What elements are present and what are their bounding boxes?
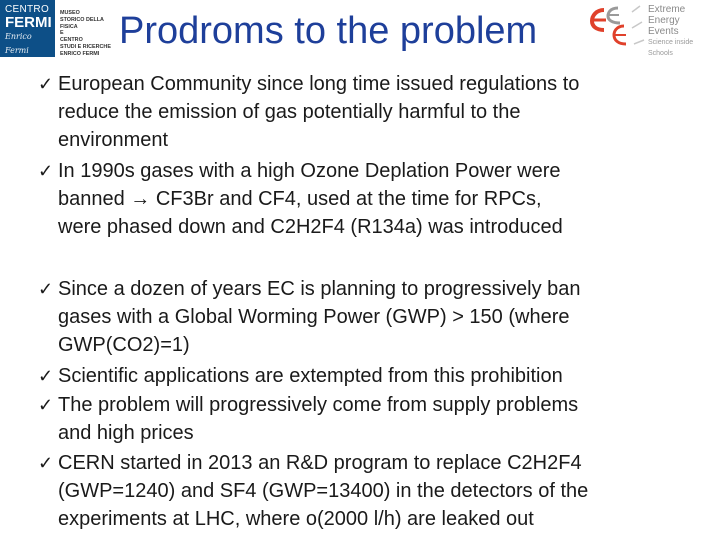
eee-line: Extreme (648, 4, 686, 15)
bullet-text (58, 362, 708, 390)
bullet-line: (GWP=1240) and SF4 (GWP=13400) in the detectors of the (58, 480, 589, 502)
bullet-text (58, 391, 708, 447)
bullet-line: and high prices (58, 422, 194, 444)
checkmark-icon: ✓ (38, 74, 54, 94)
bullet-line: experiments at LHC, where o(2000 l/h) are leaked out (58, 508, 534, 530)
museo-line: STORICO DELLA FISICA (60, 16, 104, 30)
slide-header (0, 0, 720, 62)
bullet-line: CERN started in 2013 an R&D program to replace C2H2F4 (58, 452, 582, 474)
bullet-line: Scientific applications are extempted from this prohibition (58, 365, 563, 387)
museo-line: MUSEO (60, 10, 80, 16)
bullet-text (58, 70, 708, 154)
checkmark-icon: ✓ (38, 453, 54, 473)
bullet-line: In 1990s gases with a high Ozone Deplation Power were (58, 160, 561, 182)
logo-fermi-text: FERMI (5, 14, 52, 31)
museo-line: ENRICO FERMI (60, 50, 100, 57)
checkmark-icon: ✓ (38, 366, 54, 386)
eee-logo-text (648, 4, 718, 59)
museo-text-block (60, 10, 118, 58)
checkmark-icon: ✓ (38, 395, 54, 415)
bullet-line: European Community since long time issued regulations to (58, 73, 580, 95)
bullet-text (58, 275, 708, 359)
bullet-line: reduce the emission of gas potentially harmful to the (58, 101, 521, 123)
bullet-text (58, 449, 708, 533)
logo-signature: Enrico Fermi (5, 32, 32, 55)
centro-fermi-logo (0, 0, 55, 57)
bullet-line: gases with a Global Worming Power (GWP) > 150 (where (58, 306, 570, 328)
bullet-line: Since a dozen of years EC is planning to progressively ban (58, 278, 581, 300)
bullet-text (58, 157, 708, 241)
bullet-line: were phased down and C2H2F4 (R134a) was introduced (58, 216, 563, 238)
logo-centro-text: CENTRO (5, 4, 50, 15)
eee-line: Events (648, 26, 679, 37)
eee-subline: Science inside Schools (648, 39, 694, 57)
bullet-line: The problem will progressively come from supply problems (58, 394, 579, 416)
bullet-line: banned → CF3Br and CF4, used at the time for RPCs, (58, 188, 542, 210)
checkmark-icon: ✓ (38, 161, 54, 181)
museo-line: STUDI E RICERCHE (60, 43, 111, 50)
slide-title: Prodroms to the problem (119, 10, 538, 52)
eee-line: Energy (648, 15, 680, 26)
museo-line: E (60, 30, 64, 37)
checkmark-icon: ✓ (38, 279, 54, 299)
bullet-line: environment (58, 129, 169, 151)
eee-logo (588, 4, 718, 57)
bullet-line: GWP(CO2)=1) (58, 334, 190, 356)
museo-line: CENTRO (60, 37, 83, 44)
eee-logo-icon (588, 4, 646, 50)
